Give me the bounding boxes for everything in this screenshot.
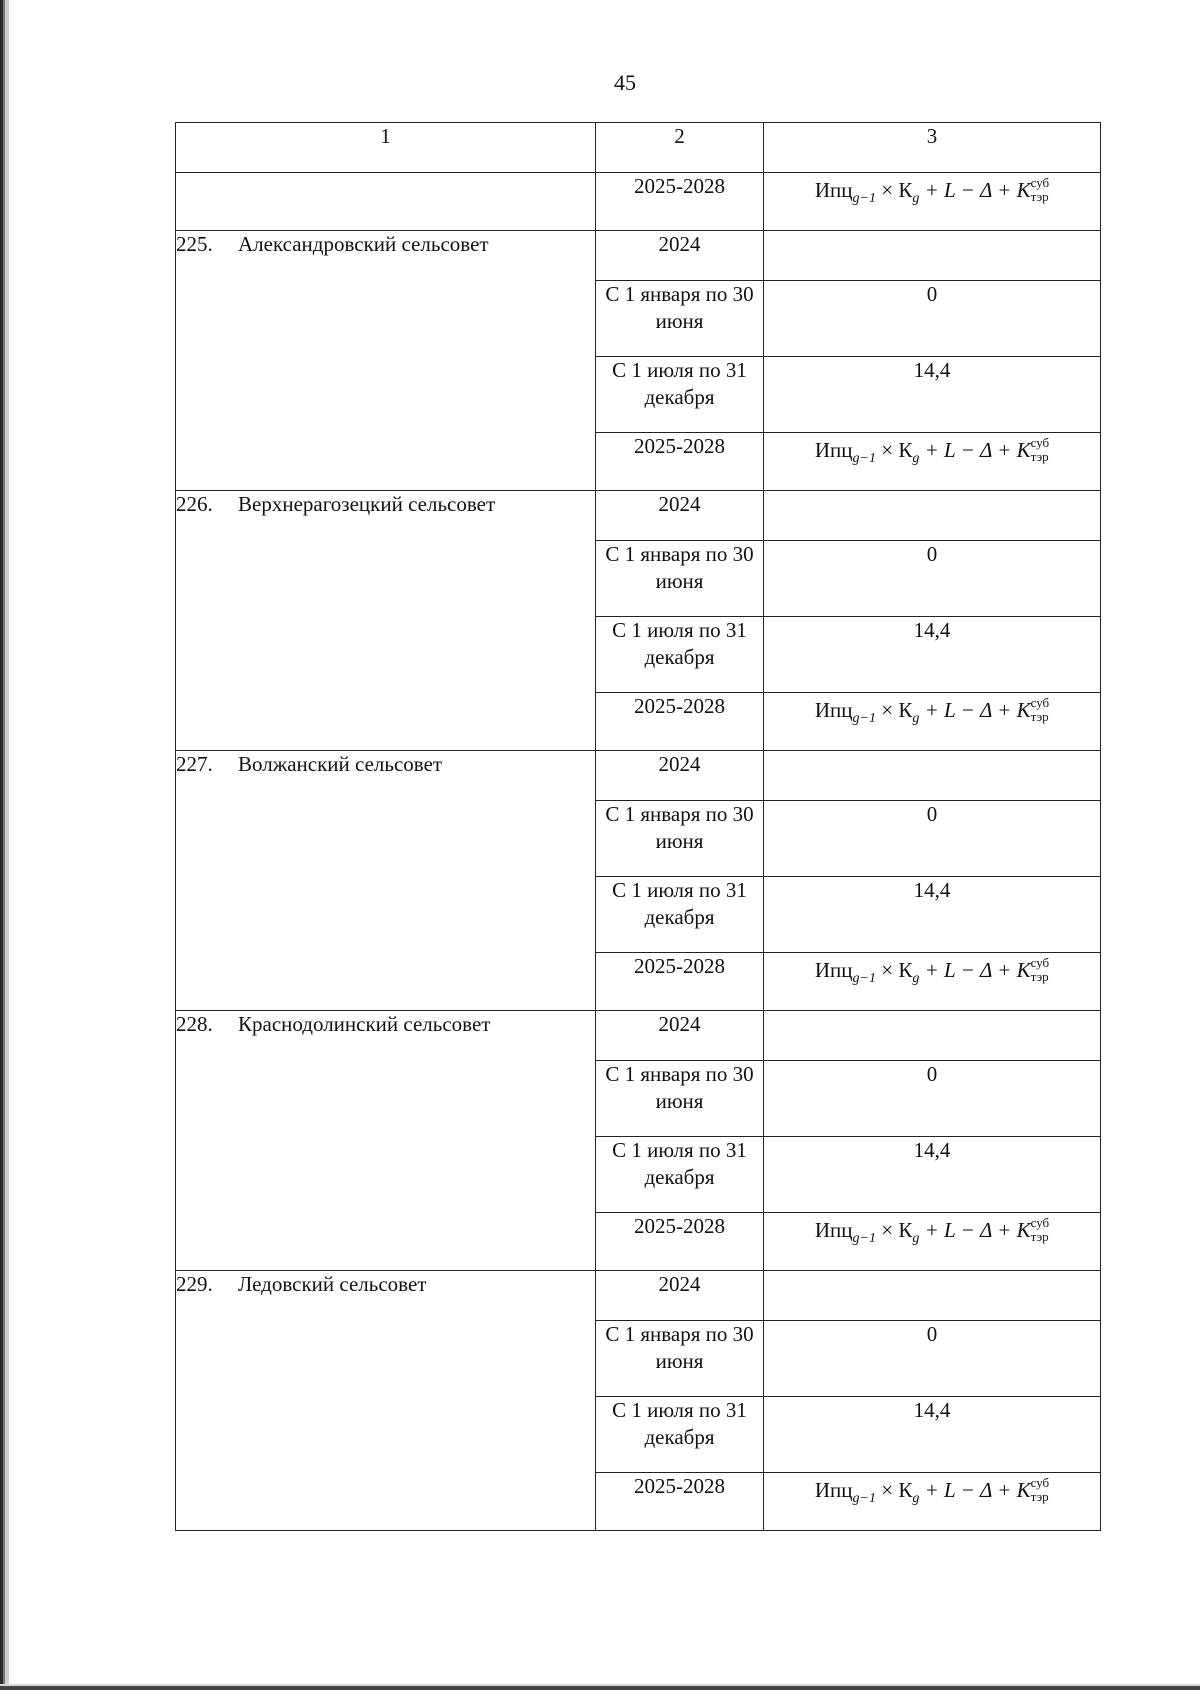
formula-k-supsub: суб тэр	[1030, 1215, 1050, 1245]
header-col-3: 3	[764, 123, 1101, 173]
formula-rest: + L − Δ + K	[924, 698, 1031, 722]
org-cell	[176, 1271, 596, 1531]
period-cell: С 1 января по 30 июня	[596, 1061, 764, 1137]
org-cell-empty	[176, 173, 596, 231]
formula-times: ×	[881, 958, 894, 982]
formula-ipc: Ипц	[814, 698, 853, 722]
formula-cell	[764, 953, 1101, 1011]
formula-times: ×	[881, 1218, 894, 1242]
formula-cell	[764, 693, 1101, 751]
formula-k: К	[898, 698, 913, 722]
value-cell-empty	[764, 491, 1101, 541]
formula-rest: + L − Δ + K	[924, 958, 1031, 982]
formula-k-sub: g	[912, 711, 920, 726]
formula-k-supsub: суб тэр	[1030, 955, 1050, 985]
table-header-row	[176, 123, 1101, 173]
period-cell: С 1 января по 30 июня	[596, 541, 764, 617]
value-cell: 0	[764, 281, 1101, 357]
year-cell: 2024	[596, 231, 764, 281]
formula-ipc-sub: g−1	[852, 451, 876, 466]
period-cell: С 1 июля по 31 декабря	[596, 357, 764, 433]
formula-times: ×	[881, 438, 894, 462]
formula-ipc-sub: g−1	[852, 191, 876, 206]
formula-k-supsub: суб тэр	[1030, 695, 1050, 725]
value-cell: 14,4	[764, 357, 1101, 433]
formula-k: К	[898, 1478, 913, 1502]
page-number: 45	[614, 70, 636, 95]
formula-k-sub: g	[912, 971, 920, 986]
org-name: Верхнерагозецкий сельсовет	[238, 492, 496, 516]
org-name: Волжанский сельсовет	[238, 752, 443, 776]
formula-rest: + L − Δ + K	[924, 1218, 1031, 1242]
period-cell: 2025-2028	[596, 1213, 764, 1271]
org-cell	[176, 231, 596, 491]
year-cell: 2024	[596, 1271, 764, 1321]
formula-times: ×	[881, 1478, 894, 1502]
formula-ipc: Ипц	[814, 1478, 853, 1502]
year-cell: 2024	[596, 751, 764, 801]
scan-edge-left	[0, 0, 9, 1690]
period-cell: С 1 января по 30 июня	[596, 1321, 764, 1397]
formula-k-sub: g	[912, 191, 920, 206]
table-row	[176, 173, 1101, 231]
tariff-table	[175, 122, 1101, 1531]
formula-ipc-sub: g−1	[852, 971, 876, 986]
formula-k: К	[898, 1218, 913, 1242]
formula	[815, 1213, 1049, 1247]
period-cell: С 1 июля по 31 декабря	[596, 1137, 764, 1213]
period-cell: 2025-2028	[596, 173, 764, 231]
org-number: 226.	[176, 492, 213, 516]
formula-cell	[764, 433, 1101, 491]
org-cell	[176, 491, 596, 751]
value-cell: 0	[764, 1321, 1101, 1397]
period-cell: С 1 января по 30 июня	[596, 801, 764, 877]
formula-k-sub: g	[912, 1491, 920, 1506]
period-cell: С 1 января по 30 июня	[596, 281, 764, 357]
table-row	[176, 491, 1101, 541]
formula-rest: + L − Δ + K	[924, 1478, 1031, 1502]
org-name: Александровский сельсовет	[238, 232, 489, 256]
value-cell: 14,4	[764, 617, 1101, 693]
formula-rest: + L − Δ + K	[924, 438, 1031, 462]
formula	[815, 433, 1049, 467]
table-row	[176, 1271, 1101, 1321]
formula-k: К	[898, 178, 913, 202]
value-cell-empty	[764, 1011, 1101, 1061]
org-cell	[176, 1011, 596, 1271]
formula-ipc: Ипц	[814, 1218, 853, 1242]
formula-ipc: Ипц	[814, 438, 853, 462]
formula-k-supsub: суб тэр	[1030, 175, 1050, 205]
formula	[815, 173, 1049, 207]
scan-edge-bottom	[0, 1684, 1200, 1690]
value-cell-empty	[764, 231, 1101, 281]
value-cell: 0	[764, 801, 1101, 877]
formula-cell	[764, 1213, 1101, 1271]
org-cell	[176, 751, 596, 1011]
formula	[815, 1473, 1049, 1507]
value-cell: 14,4	[764, 877, 1101, 953]
value-cell: 14,4	[764, 1137, 1101, 1213]
period-cell: 2025-2028	[596, 1473, 764, 1531]
org-number: 225.	[176, 232, 213, 256]
formula	[815, 953, 1049, 987]
org-name: Ледовский сельсовет	[238, 1272, 427, 1296]
year-cell: 2024	[596, 1011, 764, 1061]
formula-k-sub: g	[912, 451, 920, 466]
period-cell: 2025-2028	[596, 953, 764, 1011]
period-cell: 2025-2028	[596, 433, 764, 491]
formula-ipc: Ипц	[814, 958, 853, 982]
table-row	[176, 751, 1101, 801]
formula-ipc-sub: g−1	[852, 1231, 876, 1246]
formula-ipc-sub: g−1	[852, 1491, 876, 1506]
value-cell: 0	[764, 541, 1101, 617]
formula	[815, 693, 1049, 727]
header-col-1: 1	[176, 123, 596, 173]
formula-k-sub: g	[912, 1231, 920, 1246]
org-name: Краснодолинский сельсовет	[238, 1012, 491, 1036]
period-cell: С 1 июля по 31 декабря	[596, 617, 764, 693]
formula-rest: + L − Δ + K	[924, 178, 1031, 202]
value-cell-empty	[764, 751, 1101, 801]
formula-ipc-sub: g−1	[852, 711, 876, 726]
value-cell: 0	[764, 1061, 1101, 1137]
formula-ipc: Ипц	[814, 178, 853, 202]
org-number: 227.	[176, 752, 213, 776]
formula-k-supsub: суб тэр	[1030, 1475, 1050, 1505]
period-cell: С 1 июля по 31 декабря	[596, 877, 764, 953]
formula-cell	[764, 1473, 1101, 1531]
table-row	[176, 231, 1101, 281]
org-number: 229.	[176, 1272, 213, 1296]
period-cell: С 1 июля по 31 декабря	[596, 1397, 764, 1473]
formula-k: К	[898, 438, 913, 462]
org-number: 228.	[176, 1012, 213, 1036]
formula-times: ×	[881, 698, 894, 722]
formula-times: ×	[881, 178, 894, 202]
table-row	[176, 1011, 1101, 1061]
period-cell: 2025-2028	[596, 693, 764, 751]
formula-k: К	[898, 958, 913, 982]
header-col-2: 2	[596, 123, 764, 173]
formula-cell	[764, 173, 1101, 231]
value-cell: 14,4	[764, 1397, 1101, 1473]
formula-k-supsub: суб тэр	[1030, 435, 1050, 465]
value-cell-empty	[764, 1271, 1101, 1321]
year-cell: 2024	[596, 491, 764, 541]
